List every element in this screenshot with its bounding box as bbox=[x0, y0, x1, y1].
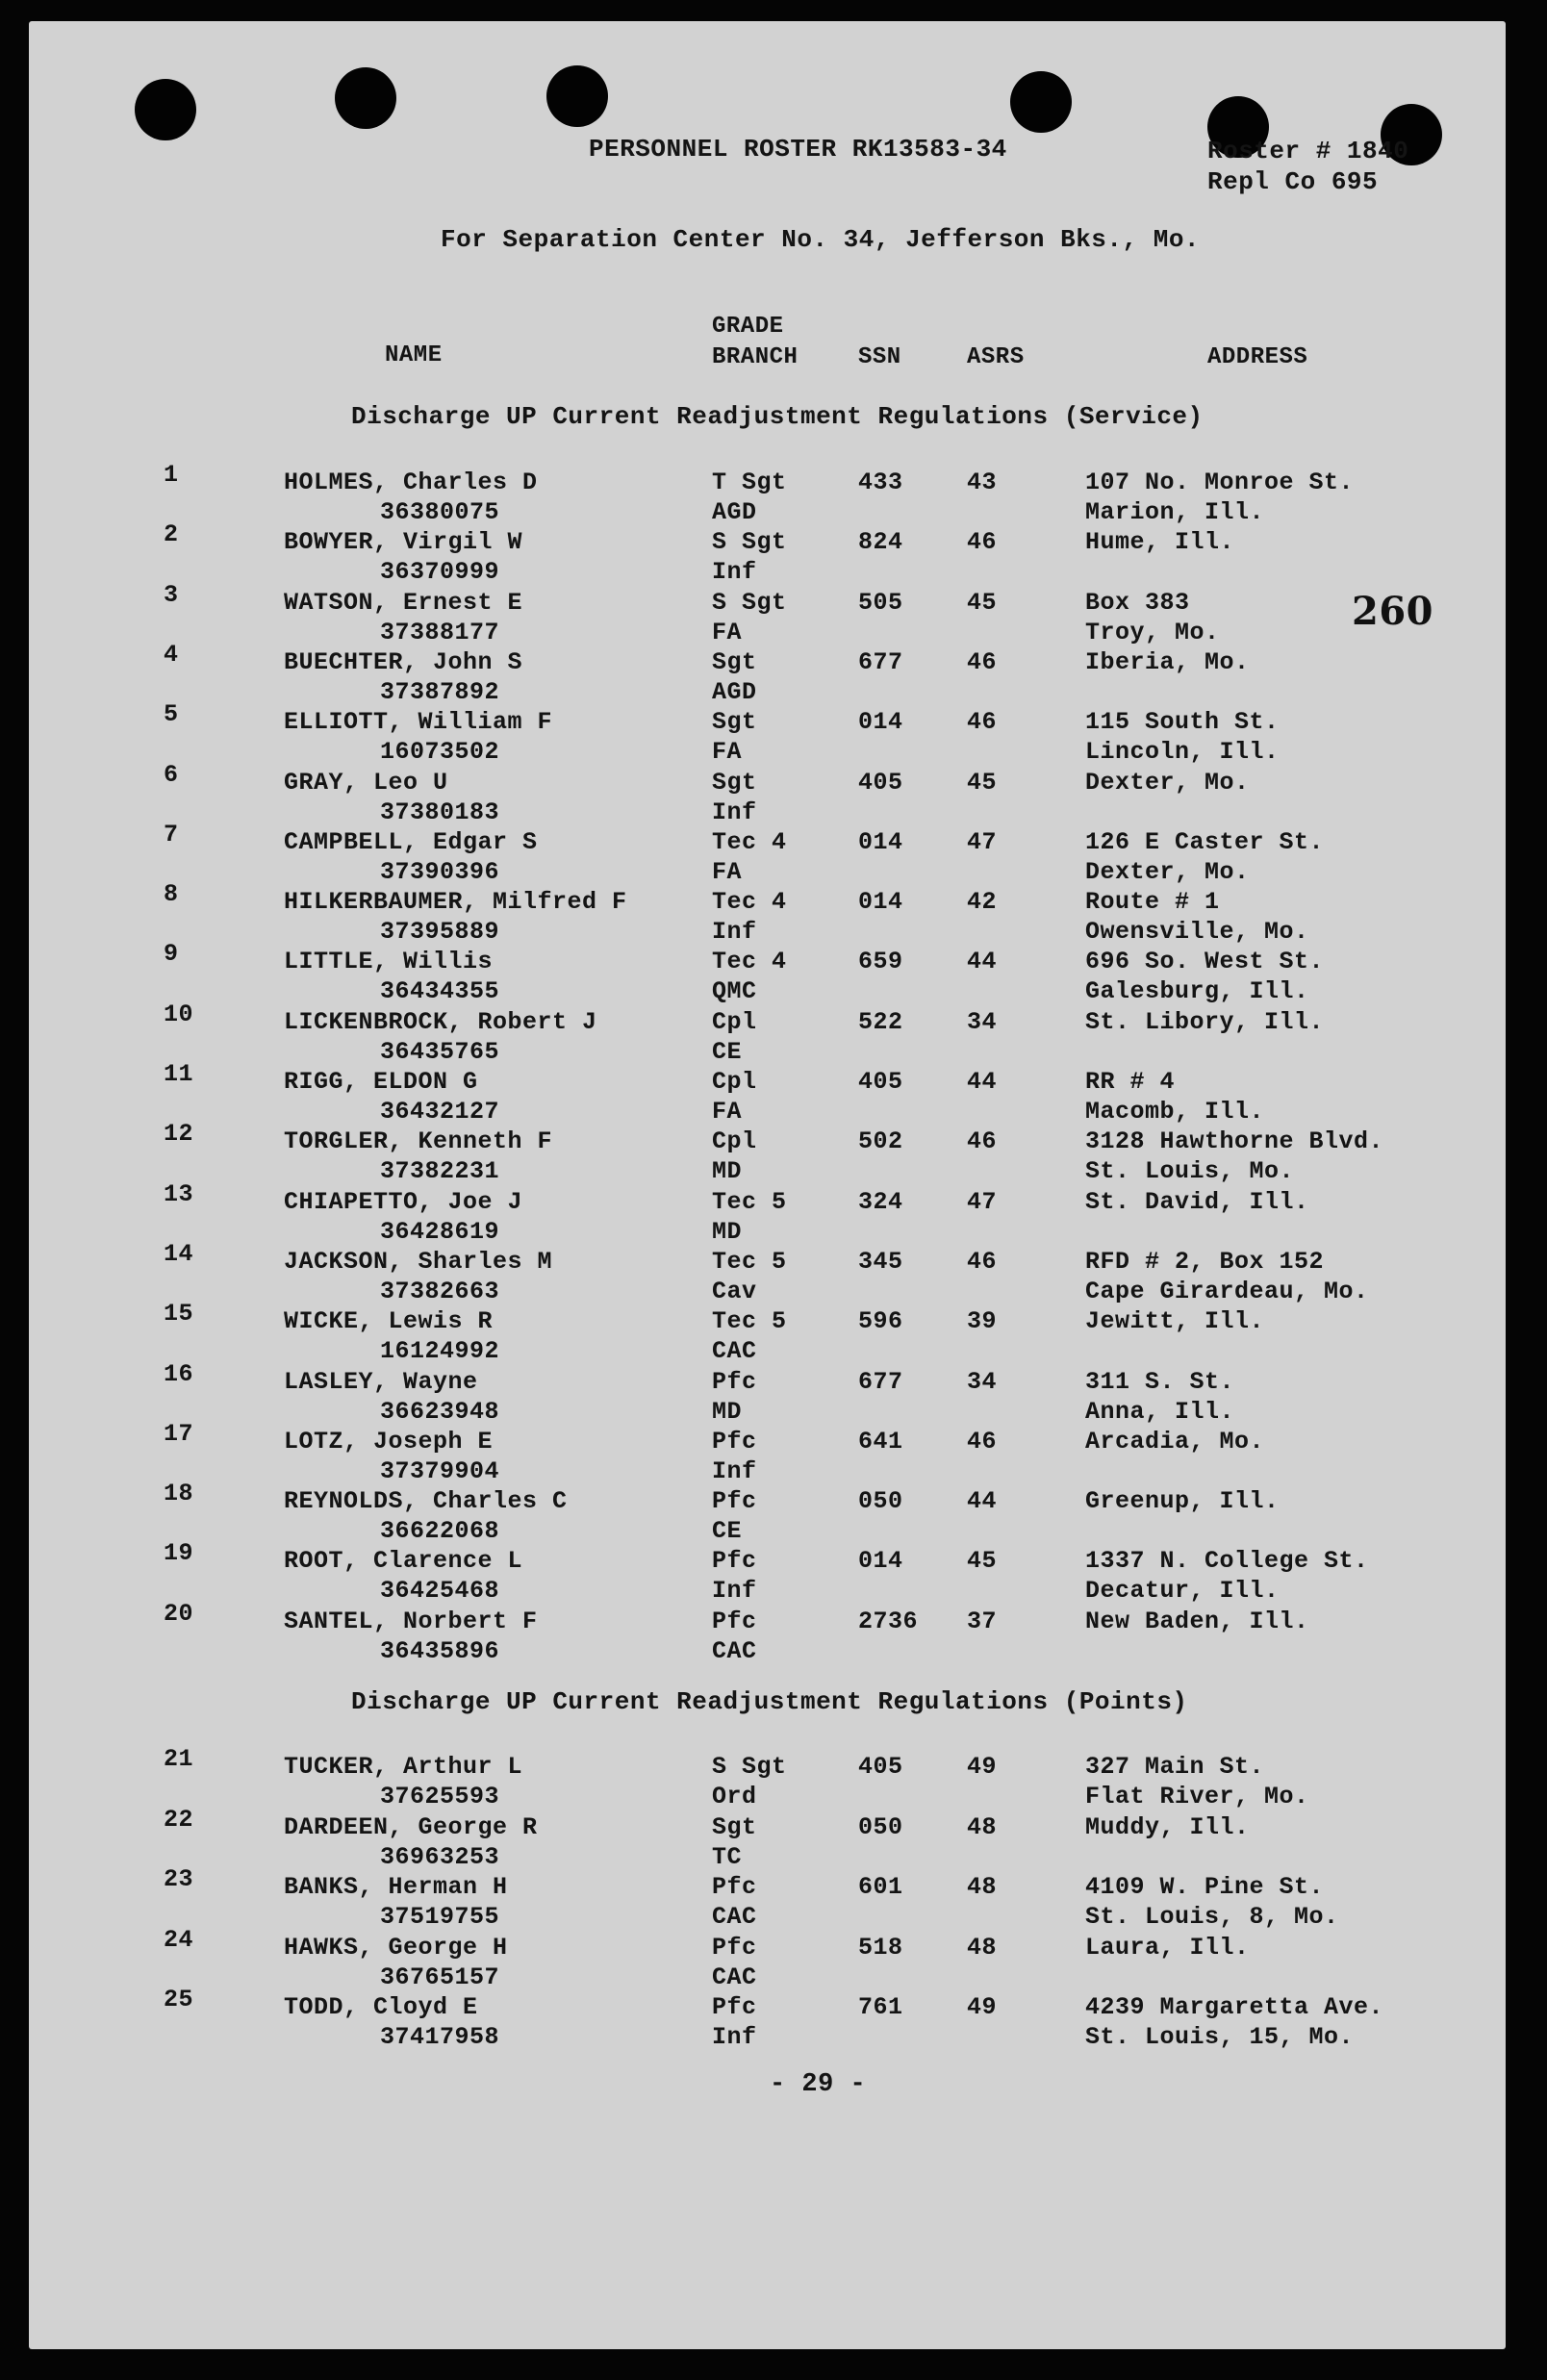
soldier-name: BOWYER, Virgil W bbox=[284, 528, 523, 556]
row-number: 21 bbox=[164, 1745, 194, 1773]
soldier-name: LASLEY, Wayne bbox=[284, 1368, 478, 1396]
punch-hole-mid-icon bbox=[546, 65, 608, 127]
address-line-1: Box 383 bbox=[1085, 589, 1190, 617]
row-number: 12 bbox=[164, 1120, 194, 1148]
serial-number: 36380075 bbox=[380, 498, 500, 526]
address-line-1: Iberia, Mo. bbox=[1085, 648, 1250, 676]
serial-number: 37519755 bbox=[380, 1903, 500, 1931]
asrs-score: 48 bbox=[967, 1934, 998, 1962]
asrs-score: 42 bbox=[967, 888, 998, 916]
soldier-name: ELLIOTT, William F bbox=[284, 708, 553, 736]
ssn: 050 bbox=[858, 1813, 903, 1841]
row-number: 18 bbox=[164, 1480, 194, 1507]
soldier-name: WATSON, Ernest E bbox=[284, 589, 523, 617]
branch: CAC bbox=[712, 1903, 757, 1931]
grade: Sgt bbox=[712, 769, 757, 797]
row-number: 24 bbox=[164, 1926, 194, 1954]
asrs-score: 46 bbox=[967, 528, 998, 556]
row-number: 10 bbox=[164, 1000, 194, 1028]
ssn: 677 bbox=[858, 1368, 903, 1396]
ssn: 596 bbox=[858, 1307, 903, 1335]
grade: Tec 5 bbox=[712, 1248, 787, 1276]
ssn: 405 bbox=[858, 1753, 903, 1781]
address-line-2: Marion, Ill. bbox=[1085, 498, 1265, 526]
serial-number: 37380183 bbox=[380, 798, 500, 826]
column-header-name: NAME bbox=[385, 342, 443, 368]
address-line-2: Dexter, Mo. bbox=[1085, 858, 1250, 886]
ssn: 014 bbox=[858, 708, 903, 736]
ssn: 659 bbox=[858, 948, 903, 975]
row-number: 7 bbox=[164, 821, 179, 848]
soldier-name: HOLMES, Charles D bbox=[284, 468, 538, 496]
serial-number: 36623948 bbox=[380, 1398, 500, 1426]
replacement-company: Repl Co 695 bbox=[1207, 167, 1379, 196]
soldier-name: SANTEL, Norbert F bbox=[284, 1608, 538, 1635]
row-number: 13 bbox=[164, 1180, 194, 1208]
ssn: 014 bbox=[858, 828, 903, 856]
serial-number: 36435765 bbox=[380, 1038, 500, 1066]
address-line-1: Muddy, Ill. bbox=[1085, 1813, 1250, 1841]
branch: Cav bbox=[712, 1278, 757, 1305]
ssn: 761 bbox=[858, 1993, 903, 2021]
address-line-2: Galesburg, Ill. bbox=[1085, 977, 1309, 1005]
asrs-score: 44 bbox=[967, 1068, 998, 1096]
address-line-1: Greenup, Ill. bbox=[1085, 1487, 1280, 1515]
soldier-name: HAWKS, George H bbox=[284, 1934, 508, 1962]
ssn: 505 bbox=[858, 589, 903, 617]
row-number: 9 bbox=[164, 940, 179, 968]
soldier-name: GRAY, Leo U bbox=[284, 769, 448, 797]
asrs-score: 47 bbox=[967, 828, 998, 856]
soldier-name: DARDEEN, George R bbox=[284, 1813, 538, 1841]
grade: Pfc bbox=[712, 1487, 757, 1515]
punch-hole-right-icon bbox=[1010, 71, 1072, 133]
section-heading-service: Discharge UP Current Readjustment Regulations (Service) bbox=[351, 402, 1204, 431]
column-header-ssn: SSN bbox=[858, 344, 901, 370]
grade: Pfc bbox=[712, 1993, 757, 2021]
address-line-1: St. Libory, Ill. bbox=[1085, 1008, 1325, 1036]
branch: CAC bbox=[712, 1637, 757, 1665]
branch: CAC bbox=[712, 1337, 757, 1365]
address-line-1: St. David, Ill. bbox=[1085, 1188, 1309, 1216]
column-header-branch: BRANCH bbox=[712, 344, 799, 370]
branch: Inf bbox=[712, 1457, 757, 1485]
address-line-1: RR # 4 bbox=[1085, 1068, 1176, 1096]
address-line-1: 311 S. St. bbox=[1085, 1368, 1235, 1396]
branch: AGD bbox=[712, 498, 757, 526]
serial-number: 16124992 bbox=[380, 1337, 500, 1365]
address-line-1: Dexter, Mo. bbox=[1085, 769, 1250, 797]
soldier-name: TORGLER, Kenneth F bbox=[284, 1127, 553, 1155]
grade: Pfc bbox=[712, 1608, 757, 1635]
row-number: 19 bbox=[164, 1539, 194, 1567]
address-line-1: RFD # 2, Box 152 bbox=[1085, 1248, 1325, 1276]
address-line-2: St. Louis, 8, Mo. bbox=[1085, 1903, 1339, 1931]
grade: Pfc bbox=[712, 1428, 757, 1456]
grade: Sgt bbox=[712, 648, 757, 676]
row-number: 20 bbox=[164, 1600, 194, 1628]
grade: Pfc bbox=[712, 1547, 757, 1575]
ssn: 641 bbox=[858, 1428, 903, 1456]
branch: TC bbox=[712, 1843, 743, 1871]
grade: Tec 5 bbox=[712, 1307, 787, 1335]
branch: CAC bbox=[712, 1963, 757, 1991]
row-number: 16 bbox=[164, 1360, 194, 1388]
row-number: 1 bbox=[164, 461, 179, 489]
asrs-score: 45 bbox=[967, 1547, 998, 1575]
serial-number: 36765157 bbox=[380, 1963, 500, 1991]
soldier-name: ROOT, Clarence L bbox=[284, 1547, 523, 1575]
section-heading-points: Discharge UP Current Readjustment Regulations (Points) bbox=[351, 1687, 1188, 1716]
asrs-score: 43 bbox=[967, 468, 998, 496]
asrs-score: 34 bbox=[967, 1008, 998, 1036]
soldier-name: WICKE, Lewis R bbox=[284, 1307, 494, 1335]
grade: Tec 4 bbox=[712, 948, 787, 975]
soldier-name: CHIAPETTO, Joe J bbox=[284, 1188, 523, 1216]
soldier-name: TODD, Cloyd E bbox=[284, 1993, 478, 2021]
branch: Ord bbox=[712, 1783, 757, 1810]
branch: AGD bbox=[712, 678, 757, 706]
punch-hole-left2-icon bbox=[335, 67, 396, 129]
asrs-score: 49 bbox=[967, 1993, 998, 2021]
ssn: 433 bbox=[858, 468, 903, 496]
row-number: 5 bbox=[164, 700, 179, 728]
row-number: 25 bbox=[164, 1986, 194, 2013]
ssn: 324 bbox=[858, 1188, 903, 1216]
grade: Pfc bbox=[712, 1873, 757, 1901]
asrs-score: 45 bbox=[967, 769, 998, 797]
asrs-score: 48 bbox=[967, 1813, 998, 1841]
address-line-2: Decatur, Ill. bbox=[1085, 1577, 1280, 1605]
column-header-address: ADDRESS bbox=[1207, 344, 1308, 370]
asrs-score: 39 bbox=[967, 1307, 998, 1335]
asrs-score: 46 bbox=[967, 648, 998, 676]
branch: Inf bbox=[712, 2023, 757, 2051]
ssn: 014 bbox=[858, 888, 903, 916]
soldier-name: REYNOLDS, Charles C bbox=[284, 1487, 568, 1515]
address-line-2: Lincoln, Ill. bbox=[1085, 738, 1280, 766]
row-number: 3 bbox=[164, 581, 179, 609]
row-number: 8 bbox=[164, 880, 179, 908]
branch: CE bbox=[712, 1517, 743, 1545]
page-stamp-number: 260 bbox=[1352, 589, 1433, 634]
serial-number: 37382663 bbox=[380, 1278, 500, 1305]
asrs-score: 46 bbox=[967, 708, 998, 736]
serial-number: 37379904 bbox=[380, 1457, 500, 1485]
address-line-1: 4109 W. Pine St. bbox=[1085, 1873, 1325, 1901]
serial-number: 37390396 bbox=[380, 858, 500, 886]
address-line-1: 327 Main St. bbox=[1085, 1753, 1265, 1781]
ssn: 601 bbox=[858, 1873, 903, 1901]
soldier-name: CAMPBELL, Edgar S bbox=[284, 828, 538, 856]
address-line-1: Route # 1 bbox=[1085, 888, 1220, 916]
serial-number: 36428619 bbox=[380, 1218, 500, 1246]
soldier-name: BANKS, Herman H bbox=[284, 1873, 508, 1901]
soldier-name: TUCKER, Arthur L bbox=[284, 1753, 523, 1781]
serial-number: 36963253 bbox=[380, 1843, 500, 1871]
asrs-score: 47 bbox=[967, 1188, 998, 1216]
row-number: 4 bbox=[164, 641, 179, 669]
row-number: 17 bbox=[164, 1420, 194, 1448]
branch: MD bbox=[712, 1157, 743, 1185]
address-line-2: Troy, Mo. bbox=[1085, 619, 1220, 646]
address-line-1: 107 No. Monroe St. bbox=[1085, 468, 1355, 496]
grade: Cpl bbox=[712, 1127, 757, 1155]
branch: FA bbox=[712, 858, 743, 886]
address-line-1: 3128 Hawthorne Blvd. bbox=[1085, 1127, 1384, 1155]
punch-hole-left-icon bbox=[135, 79, 196, 140]
asrs-score: 49 bbox=[967, 1753, 998, 1781]
branch: MD bbox=[712, 1398, 743, 1426]
asrs-score: 34 bbox=[967, 1368, 998, 1396]
asrs-score: 45 bbox=[967, 589, 998, 617]
branch: Inf bbox=[712, 1577, 757, 1605]
address-line-1: Jewitt, Ill. bbox=[1085, 1307, 1265, 1335]
grade: Cpl bbox=[712, 1008, 757, 1036]
row-number: 2 bbox=[164, 520, 179, 548]
ssn: 518 bbox=[858, 1934, 903, 1962]
ssn: 405 bbox=[858, 769, 903, 797]
address-line-2: Cape Girardeau, Mo. bbox=[1085, 1278, 1369, 1305]
serial-number: 36435896 bbox=[380, 1637, 500, 1665]
serial-number: 36622068 bbox=[380, 1517, 500, 1545]
row-number: 14 bbox=[164, 1240, 194, 1268]
row-number: 11 bbox=[164, 1060, 194, 1088]
asrs-score: 46 bbox=[967, 1428, 998, 1456]
grade: S Sgt bbox=[712, 589, 787, 617]
grade: Tec 5 bbox=[712, 1188, 787, 1216]
soldier-name: JACKSON, Sharles M bbox=[284, 1248, 553, 1276]
serial-number: 37625593 bbox=[380, 1783, 500, 1810]
address-line-1: 696 So. West St. bbox=[1085, 948, 1325, 975]
roster-number: Roster # 1840 bbox=[1207, 137, 1409, 165]
branch: FA bbox=[712, 738, 743, 766]
ssn: 502 bbox=[858, 1127, 903, 1155]
branch: Inf bbox=[712, 798, 757, 826]
asrs-score: 37 bbox=[967, 1608, 998, 1635]
page-number: - 29 - bbox=[770, 2070, 867, 2099]
soldier-name: LOTZ, Joseph E bbox=[284, 1428, 494, 1456]
column-header-grade: GRADE bbox=[712, 314, 784, 340]
address-line-1: Hume, Ill. bbox=[1085, 528, 1235, 556]
address-line-2: Owensville, Mo. bbox=[1085, 918, 1309, 946]
grade: Pfc bbox=[712, 1368, 757, 1396]
ssn: 405 bbox=[858, 1068, 903, 1096]
branch: Inf bbox=[712, 918, 757, 946]
ssn: 824 bbox=[858, 528, 903, 556]
address-line-2: Anna, Ill. bbox=[1085, 1398, 1235, 1426]
serial-number: 37417958 bbox=[380, 2023, 500, 2051]
serial-number: 36425468 bbox=[380, 1577, 500, 1605]
soldier-name: RIGG, ELDON G bbox=[284, 1068, 478, 1096]
soldier-name: BUECHTER, John S bbox=[284, 648, 523, 676]
ssn: 677 bbox=[858, 648, 903, 676]
branch: QMC bbox=[712, 977, 757, 1005]
ssn: 2736 bbox=[858, 1608, 919, 1635]
address-line-2: Flat River, Mo. bbox=[1085, 1783, 1309, 1810]
asrs-score: 46 bbox=[967, 1127, 998, 1155]
row-number: 15 bbox=[164, 1300, 194, 1328]
serial-number: 37387892 bbox=[380, 678, 500, 706]
asrs-score: 44 bbox=[967, 1487, 998, 1515]
grade: Cpl bbox=[712, 1068, 757, 1096]
grade: S Sgt bbox=[712, 1753, 787, 1781]
serial-number: 36434355 bbox=[380, 977, 500, 1005]
branch: FA bbox=[712, 619, 743, 646]
asrs-score: 46 bbox=[967, 1248, 998, 1276]
branch: CE bbox=[712, 1038, 743, 1066]
serial-number: 37388177 bbox=[380, 619, 500, 646]
grade: Tec 4 bbox=[712, 828, 787, 856]
ssn: 522 bbox=[858, 1008, 903, 1036]
branch: MD bbox=[712, 1218, 743, 1246]
grade: Pfc bbox=[712, 1934, 757, 1962]
grade: Sgt bbox=[712, 708, 757, 736]
address-line-1: 4239 Margaretta Ave. bbox=[1085, 1993, 1384, 2021]
ssn: 014 bbox=[858, 1547, 903, 1575]
roster-page bbox=[29, 21, 1506, 2349]
roster-subtitle: For Separation Center No. 34, Jefferson Bks., Mo. bbox=[441, 225, 1201, 254]
row-number: 6 bbox=[164, 761, 179, 789]
serial-number: 37382231 bbox=[380, 1157, 500, 1185]
address-line-2: St. Louis, 15, Mo. bbox=[1085, 2023, 1355, 2051]
serial-number: 37395889 bbox=[380, 918, 500, 946]
column-header-asrs: ASRS bbox=[967, 344, 1025, 370]
row-number: 22 bbox=[164, 1806, 194, 1834]
serial-number: 16073502 bbox=[380, 738, 500, 766]
grade: Sgt bbox=[712, 1813, 757, 1841]
asrs-score: 48 bbox=[967, 1873, 998, 1901]
address-line-1: 126 E Caster St. bbox=[1085, 828, 1325, 856]
asrs-score: 44 bbox=[967, 948, 998, 975]
address-line-2: Macomb, Ill. bbox=[1085, 1098, 1265, 1126]
soldier-name: LITTLE, Willis bbox=[284, 948, 494, 975]
roster-title: PERSONNEL ROSTER RK13583-34 bbox=[589, 135, 1007, 164]
ssn: 050 bbox=[858, 1487, 903, 1515]
serial-number: 36370999 bbox=[380, 558, 500, 586]
row-number: 23 bbox=[164, 1865, 194, 1893]
branch: Inf bbox=[712, 558, 757, 586]
address-line-1: 115 South St. bbox=[1085, 708, 1280, 736]
grade: T Sgt bbox=[712, 468, 787, 496]
serial-number: 36432127 bbox=[380, 1098, 500, 1126]
soldier-name: LICKENBROCK, Robert J bbox=[284, 1008, 597, 1036]
address-line-2: St. Louis, Mo. bbox=[1085, 1157, 1295, 1185]
soldier-name: HILKERBAUMER, Milfred F bbox=[284, 888, 627, 916]
address-line-1: Laura, Ill. bbox=[1085, 1934, 1250, 1962]
branch: FA bbox=[712, 1098, 743, 1126]
ssn: 345 bbox=[858, 1248, 903, 1276]
address-line-1: New Baden, Ill. bbox=[1085, 1608, 1309, 1635]
address-line-1: 1337 N. College St. bbox=[1085, 1547, 1369, 1575]
address-line-1: Arcadia, Mo. bbox=[1085, 1428, 1265, 1456]
grade: S Sgt bbox=[712, 528, 787, 556]
grade: Tec 4 bbox=[712, 888, 787, 916]
